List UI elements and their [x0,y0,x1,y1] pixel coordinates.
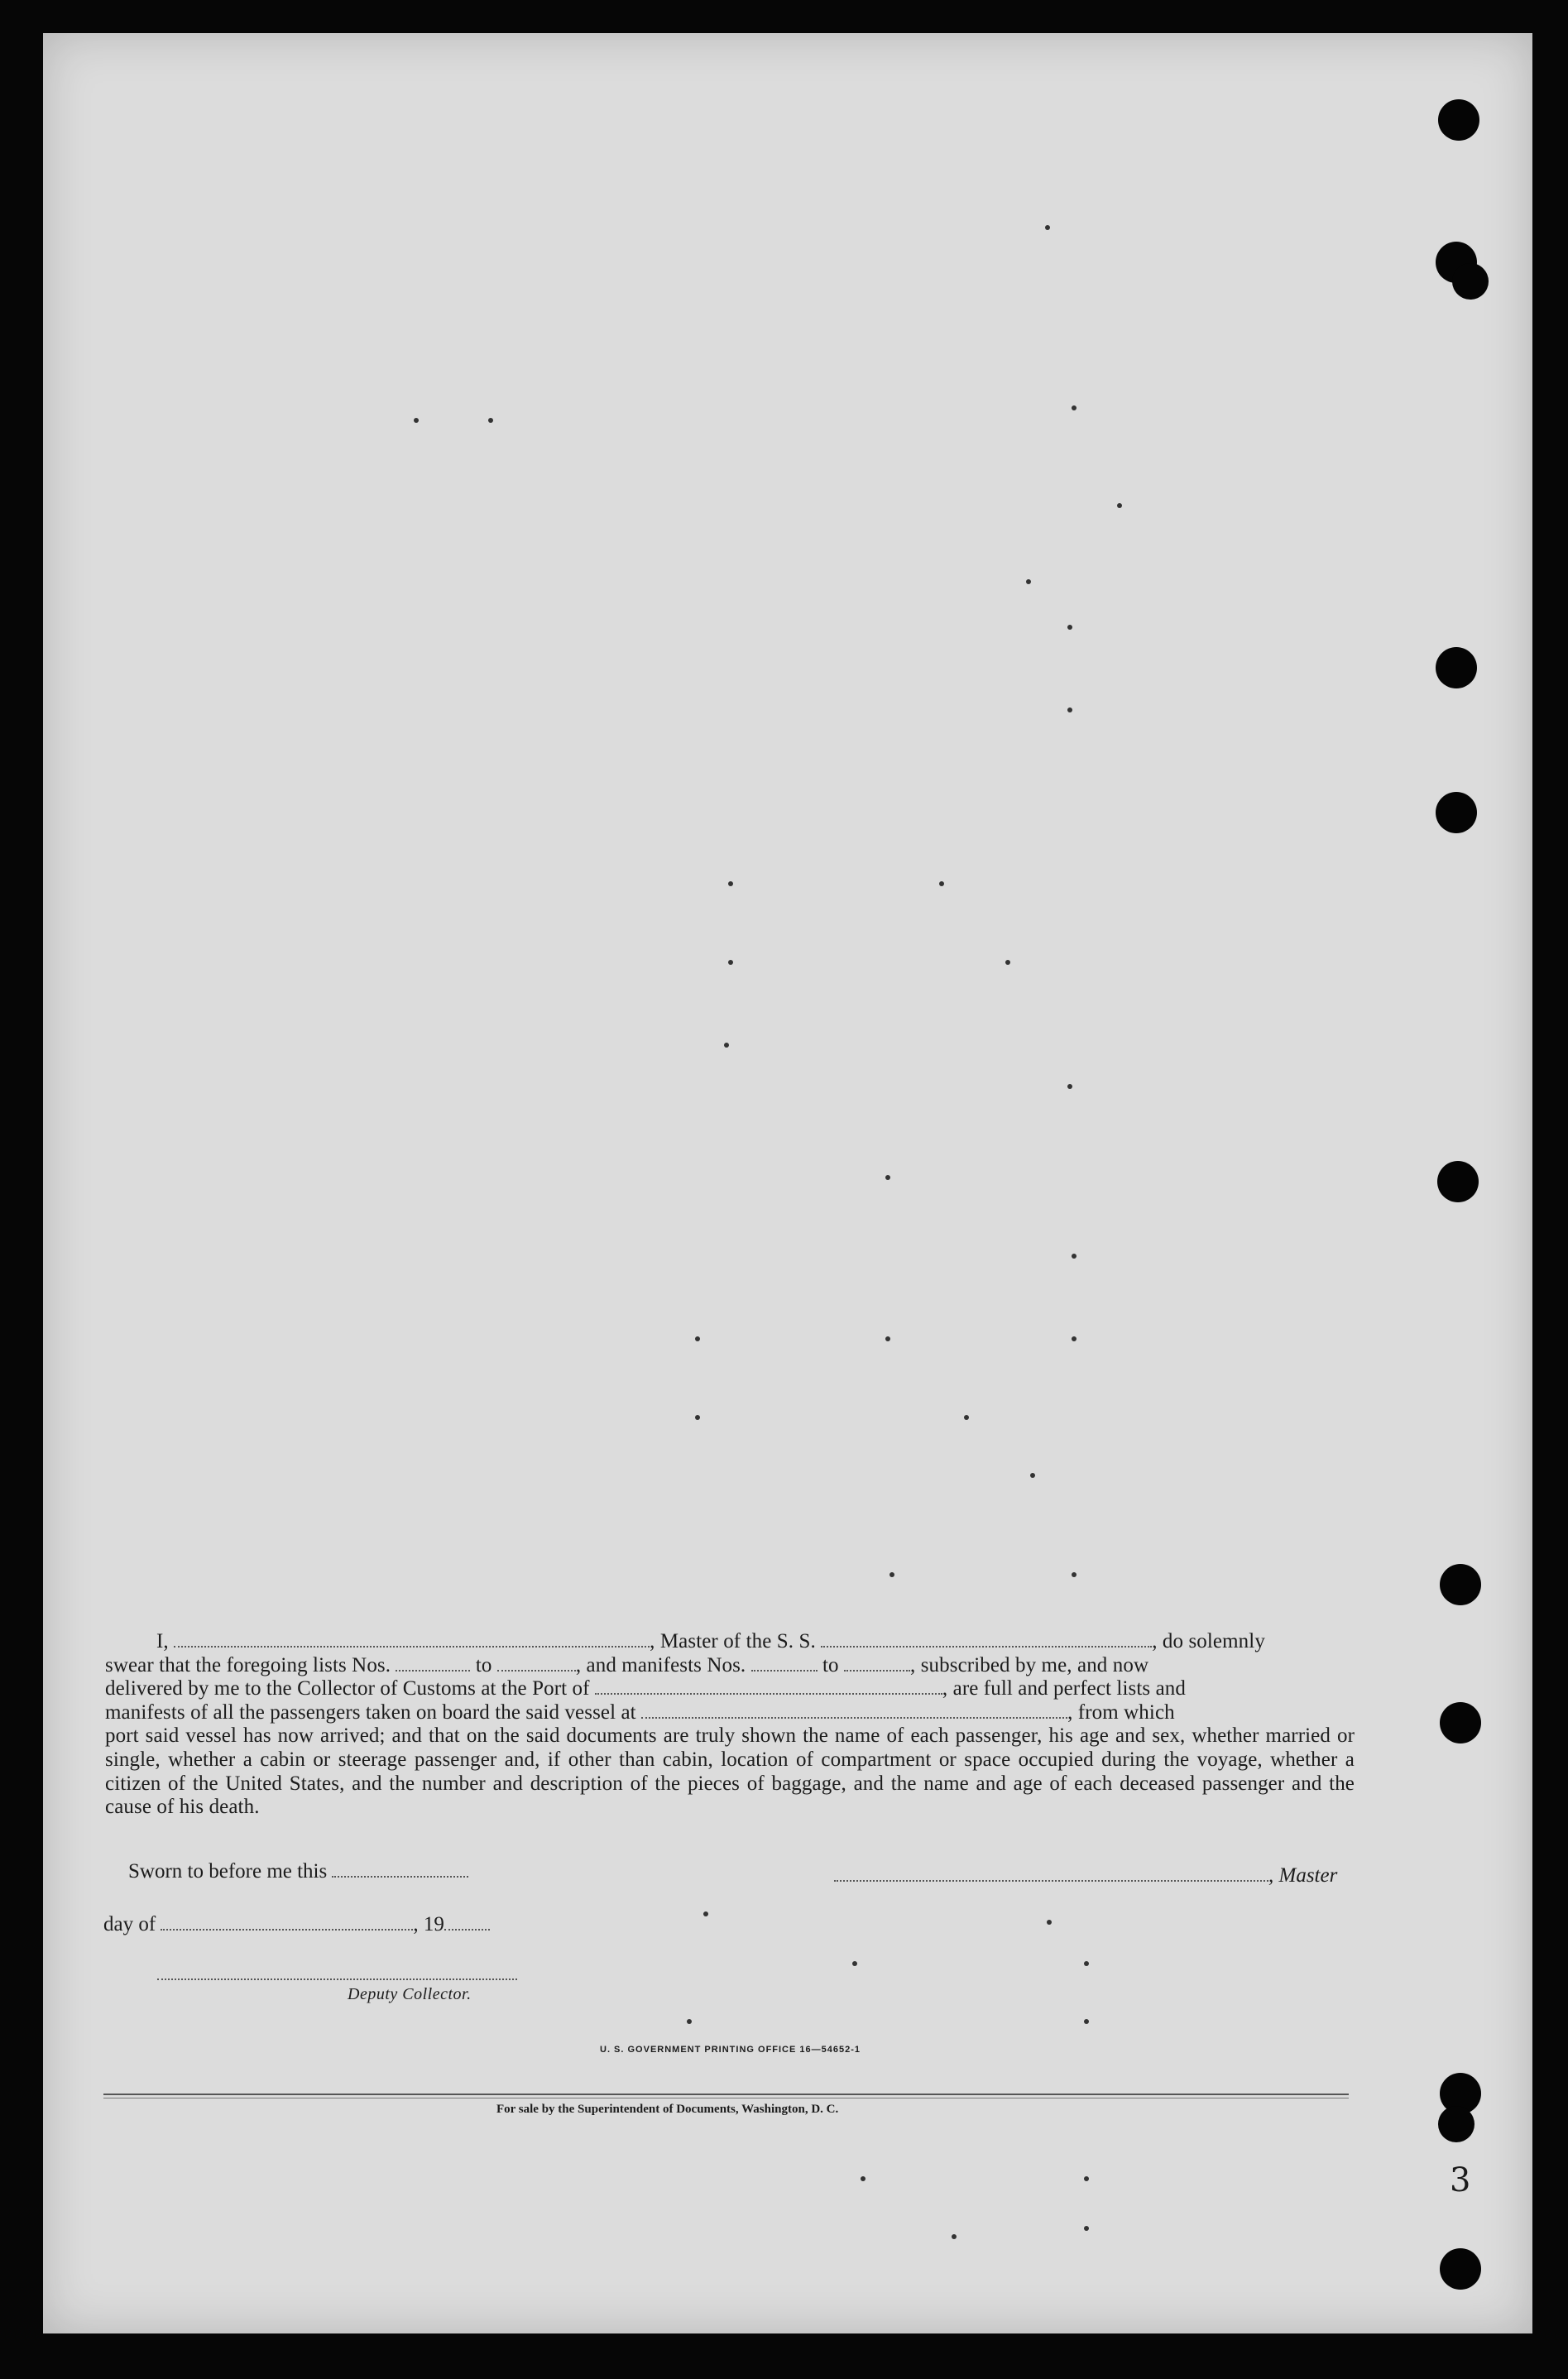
oath-manifests: , and manifests Nos. [575,1653,746,1676]
bleed-through-speck [964,1415,969,1420]
oath-manifests-of: manifests of all the passengers taken on board the said vessel at [105,1700,636,1724]
punch-hole [1438,99,1479,141]
bleed-through-speck [1067,625,1072,630]
bleed-through-speck [885,1336,890,1341]
oath-from-which: , from which [1067,1700,1175,1724]
bleed-through-speck [1026,579,1031,584]
bleed-through-speck [861,2176,866,2181]
day-of-label: day of [103,1913,156,1935]
bleed-through-speck [889,1572,894,1577]
punch-hole [1437,1161,1479,1202]
ship-name-blank [821,1646,1152,1648]
bleed-through-speck [1072,1572,1077,1577]
oath-delivered: delivered by me to the Collector of Customs at the Port of [105,1677,590,1700]
bleed-through-speck [1005,960,1010,965]
bleed-through-speck [1067,1084,1072,1089]
master-signature-label: , Master [1268,1864,1338,1887]
oath-subscribed: , subscribed by me, and now [910,1653,1149,1676]
bleed-through-speck [728,960,733,965]
punch-hole [1440,1564,1481,1605]
port-blank [595,1693,942,1695]
oath-body: port said vessel has now arrived; and that on the said documents are truly shown the name of each passenger, his age and sex, whether married or single, whether a cabin or steerage passenger and, if other than cabin, location of compartment or space occupied during the voyage, whether a citizen of the United States, and the number and description of the pieces of baggage, and the name and age of each deceased passenger and the cause of his death. [105,1724,1355,1819]
bleed-through-speck [1084,2176,1089,2181]
bleed-through-speck [1072,1254,1077,1259]
bleed-through-speck [1084,2226,1089,2231]
bleed-through-speck [695,1336,700,1341]
lists-from-blank [396,1670,470,1672]
bleed-through-speck [1030,1473,1035,1478]
punch-hole [1440,2248,1481,2290]
oath-master-of-ship: , Master of the S. S. [650,1630,816,1652]
punch-hole [1436,792,1477,833]
oath-i: I, [156,1630,169,1652]
bleed-through-speck [952,2234,957,2239]
year-blank [444,1929,490,1931]
sworn-label: Sworn to before me this [128,1860,328,1883]
sworn-before-row [128,1860,468,1883]
bleed-through-speck [1084,2019,1089,2024]
bleed-through-speck [414,418,419,423]
sworn-date-blank [332,1876,468,1878]
bleed-through-speck [885,1175,890,1180]
bleed-through-speck [703,1911,708,1916]
bleed-through-speck [488,418,493,423]
punch-hole [1440,1702,1481,1743]
oath-to-1: to [475,1653,492,1676]
sale-notice: For sale by the Superintendent of Documents, Washington, D. C. [496,2103,839,2116]
deputy-collector-signature-line [157,1979,517,1980]
manifests-from-blank [751,1670,818,1672]
oath-to-2: to [822,1653,839,1676]
bleed-through-speck [939,881,944,886]
master-oath-paragraph [105,1630,1355,1820]
bleed-through-speck [1072,405,1077,410]
gpo-imprint: U. S. GOVERNMENT PRINTING OFFICE 16—54652-1 [600,2045,861,2055]
master-signature-row [834,1864,1337,1887]
bleed-through-speck [695,1415,700,1420]
punch-hole [1438,2106,1474,2142]
bleed-through-speck [1045,225,1050,230]
oath-swear: swear that the foregoing lists Nos. [105,1653,391,1676]
bleed-through-speck [687,2019,692,2024]
day-of-row [103,1913,490,1936]
bleed-through-speck [728,881,733,886]
bleed-through-speck [1072,1336,1077,1341]
bleed-through-speck [1047,1920,1052,1925]
punch-hole [1452,263,1489,300]
footer-rule [103,2094,1349,2095]
manifests-to-blank [844,1670,910,1672]
master-name-blank [174,1646,650,1648]
oath-full-and-perfect: , are full and perfect lists and [942,1677,1186,1700]
bleed-through-speck [852,1961,857,1966]
year-prefix: , 19 [413,1913,444,1935]
master-signature-blank [834,1880,1268,1882]
bleed-through-speck [1117,503,1122,508]
month-blank [161,1929,413,1931]
handwritten-page-mark: 3 [1450,2161,1471,2199]
bleed-through-speck [1067,707,1072,712]
form-sheet [43,33,1532,2333]
bleed-through-speck [1084,1961,1089,1966]
oath-do-solemnly: , do solemnly [1152,1630,1265,1652]
lists-to-blank [497,1670,576,1672]
deputy-collector-label: Deputy Collector. [348,1985,472,2003]
punch-hole [1436,647,1477,688]
bleed-through-speck [724,1043,729,1048]
departure-port-blank [641,1717,1067,1719]
